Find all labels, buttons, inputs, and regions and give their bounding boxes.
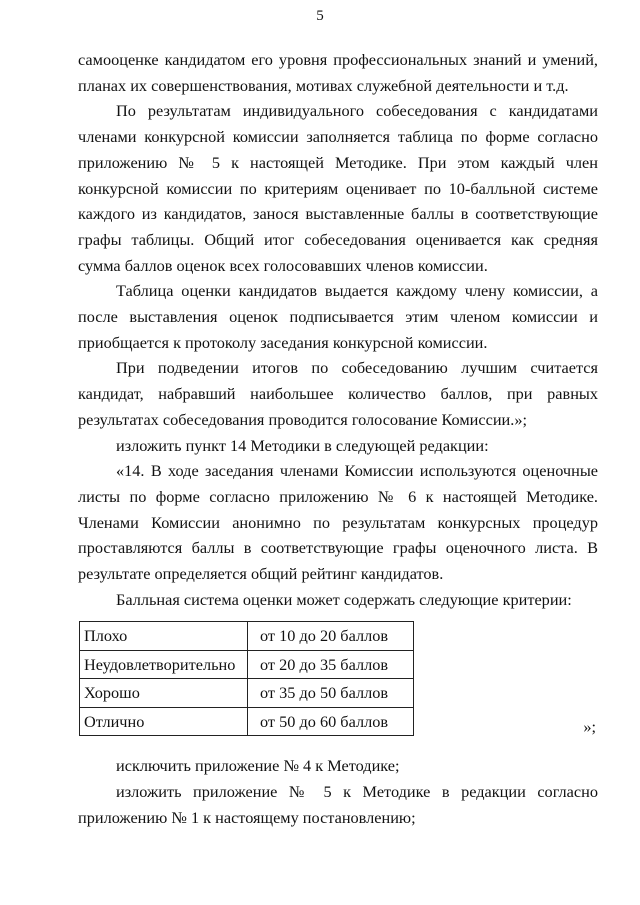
paragraph: самооценке кандидатом его уровня профессиональных знаний и умений, планах их совершенствования, мотивах служебной деятельности и т.д. bbox=[78, 50, 598, 95]
paragraph: Таблица оценки кандидатов выдается каждому члену комиссии, а после выставления оценок подписывается этим членом комиссии и приобщается к протоколу заседания конкурсной комиссии. bbox=[78, 281, 598, 352]
paragraph: «14. В ходе заседания членами Комиссии используются оценочные листы по форме согласно приложению № 6 к настоящей Методике. Членами Комиссии анонимно по результатам конкурсных процедур проставляются баллы в соответствующие графы оценочного листа. В результате определяется общий рейтинг кандидатов. bbox=[78, 461, 598, 584]
closing-quote-mark: »; bbox=[583, 716, 596, 736]
paragraph: По результатам индивидуального собеседования с кандидатами членами конкурсной комиссии заполняется таблица по форме согласно приложению № 5 к настоящей Методике. При этом каждый член конкурсной комиссии по критериям оценивает по 10-балльной системе каждого из кандидатов, занося выставленные баллы в соответствующие графы таблицы. Общий итог собеседования оценивается как средняя сумма баллов оценок всех голосовавших членов комиссии. bbox=[78, 101, 598, 275]
table-row bbox=[80, 650, 414, 679]
paragraph: исключить приложение № 4 к Методике; bbox=[116, 756, 400, 776]
grade-cell: Плохо bbox=[80, 622, 248, 651]
grade-cell: Хорошо bbox=[80, 679, 248, 708]
paragraph: изложить пункт 14 Методики в следующей редакции: bbox=[116, 435, 489, 455]
table-row bbox=[80, 679, 414, 708]
paragraph: Балльная система оценки может содержать следующие критерии: bbox=[116, 589, 572, 609]
range-cell: от 10 до 20 баллов bbox=[248, 622, 414, 651]
table-row bbox=[80, 707, 414, 736]
paragraph: При подведении итогов по собеседованию лучшим считается кандидат, набравший наибольшее количество баллов, при равных результатах собеседования проводится голосование Комиссии.»; bbox=[78, 358, 598, 429]
paragraph: изложить приложение № 5 к Методике в редакции согласно приложению № 1 к настоящему постановлению; bbox=[78, 782, 598, 827]
grading-table-block bbox=[79, 621, 598, 743]
range-cell: от 35 до 50 баллов bbox=[248, 679, 414, 708]
table-row bbox=[80, 622, 414, 651]
grade-cell: Отлично bbox=[80, 707, 248, 736]
grading-table bbox=[79, 621, 414, 736]
range-cell: от 50 до 60 баллов bbox=[248, 707, 414, 736]
range-cell: от 20 до 35 баллов bbox=[248, 650, 414, 679]
page-number: 5 bbox=[316, 8, 324, 24]
grade-cell: Неудовлетворительно bbox=[80, 650, 248, 679]
document-body bbox=[78, 47, 598, 831]
